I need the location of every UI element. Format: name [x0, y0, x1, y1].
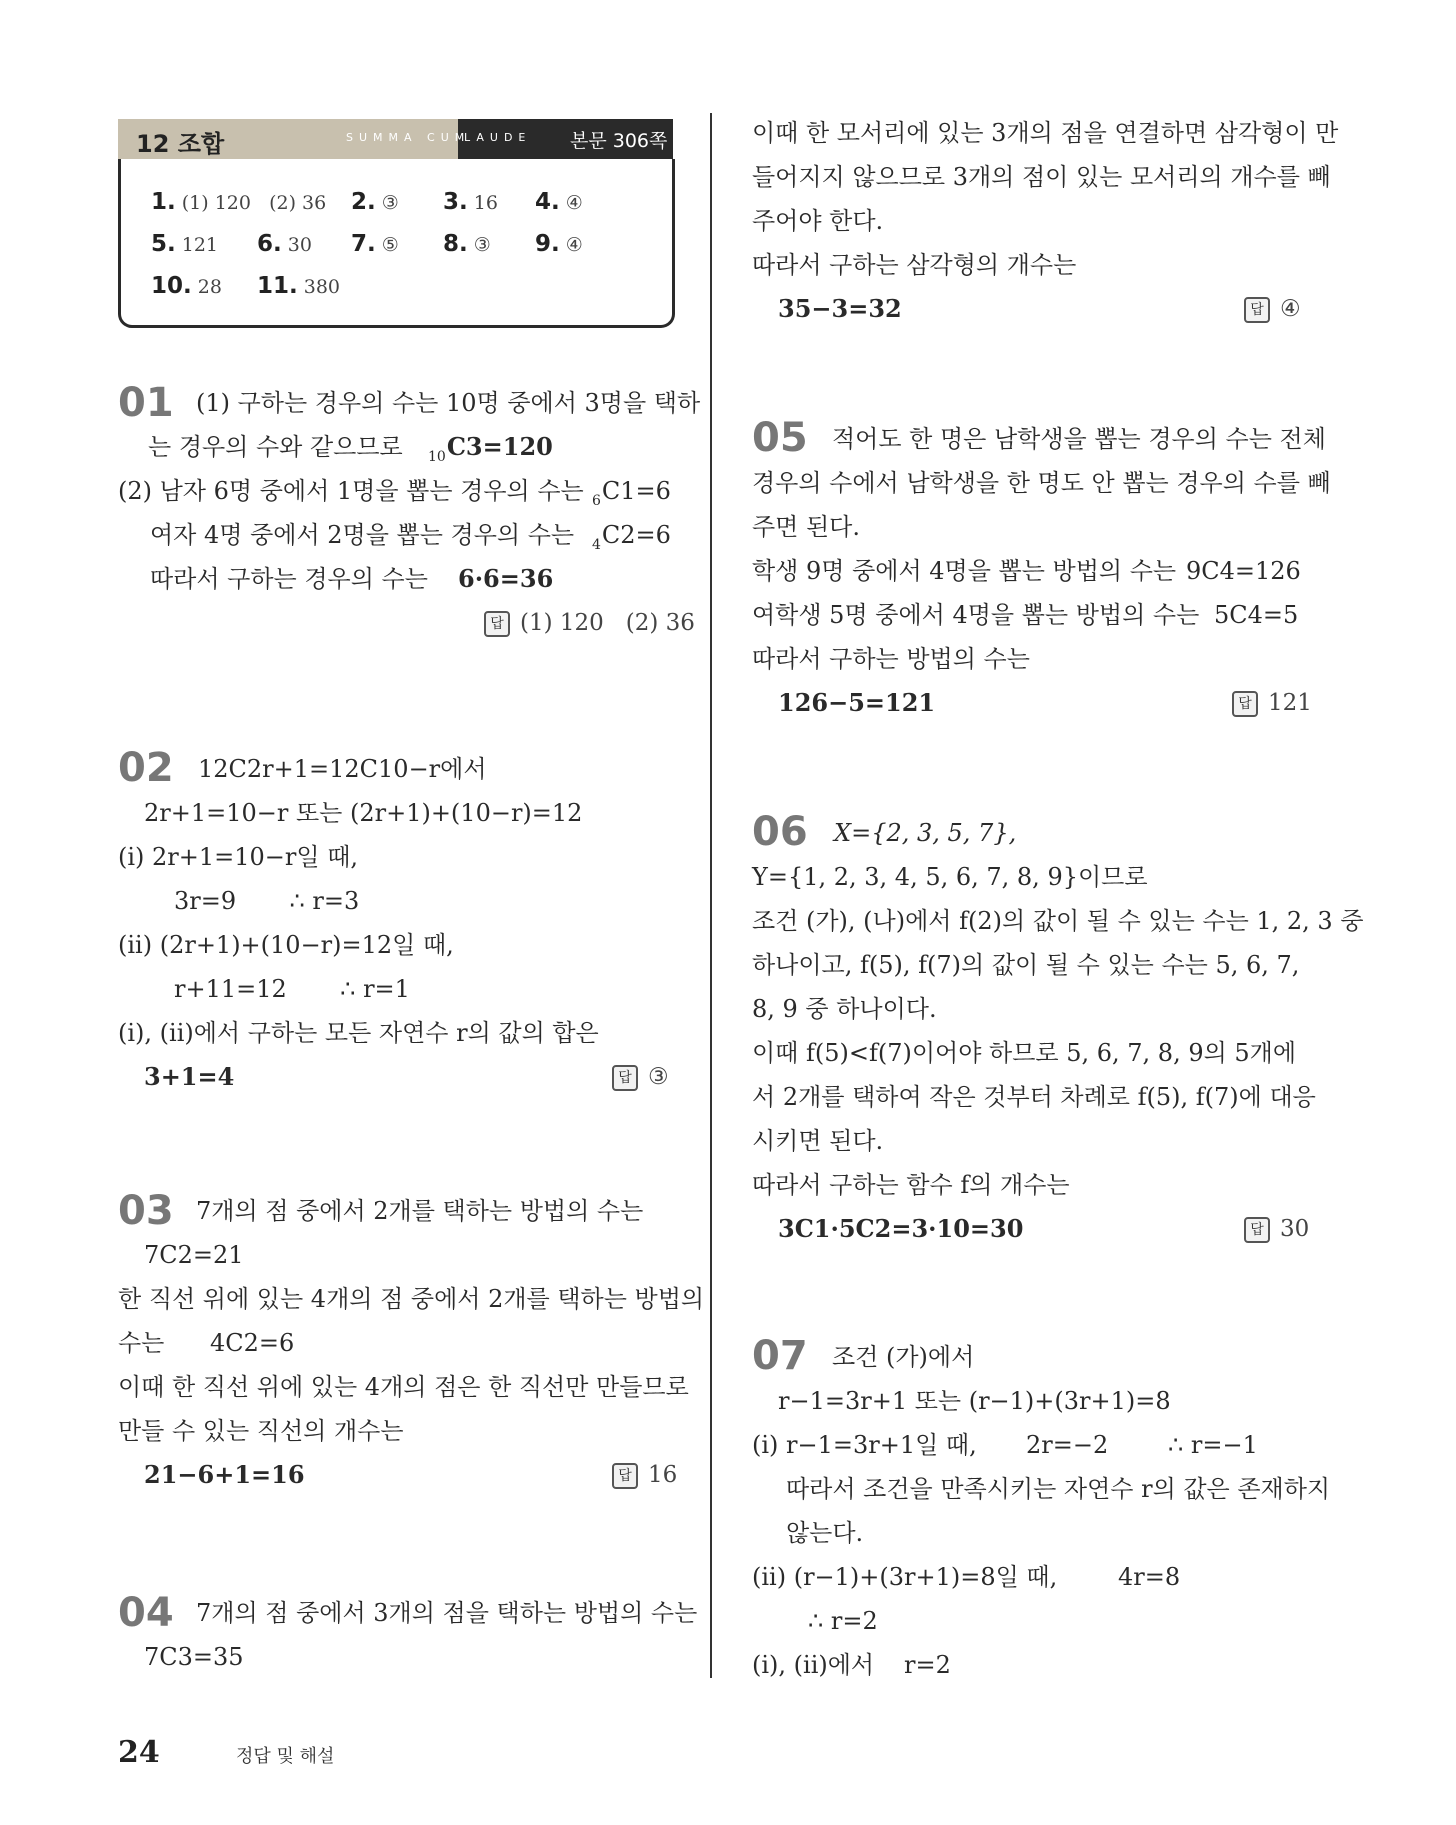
- solution-line: 따라서 구하는 경우의 수는: [150, 565, 428, 593]
- answer-icon: 답: [612, 1065, 638, 1091]
- solution-line: 여자 4명 중에서 2명을 뽑는 경우의 수는: [150, 521, 575, 549]
- solution-line: (i) 2r+1=10−r일 때,: [118, 843, 359, 871]
- solution-math: r=2: [904, 1651, 951, 1679]
- answer-icon: 답: [1232, 691, 1258, 717]
- solution-line: (1) 구하는 경우의 수는 10명 중에서 3명을 택하: [196, 389, 701, 417]
- solution-math: 2r=−2: [1026, 1431, 1109, 1459]
- summary-answer: 7. ⑤: [351, 231, 399, 257]
- solution-line: (i) r−1=3r+1일 때,: [752, 1431, 977, 1459]
- solution-line: (i), (ii)에서 구하는 모든 자연수 r의 값의 합은: [118, 1019, 599, 1047]
- problem-number-04: 04: [118, 1590, 174, 1636]
- final-answer: 답 ④: [1244, 294, 1301, 324]
- solution-math: 3C1·5C2=3·10=30: [778, 1214, 1024, 1243]
- solution-line: 조건 (가)에서: [832, 1343, 975, 1371]
- answer-icon: 답: [1244, 297, 1270, 323]
- solution-math: ∴ r=2: [808, 1607, 878, 1635]
- brand-text-right: LAUDE: [464, 131, 532, 144]
- solution-line: 이때 한 직선 위에 있는 4개의 점은 한 직선만 만들므로: [118, 1373, 689, 1401]
- solution-line: 이때 f(5)<f(7)이어야 하므로 5, 6, 7, 8, 9의 5개에: [752, 1039, 1297, 1067]
- solution-math: 21−6+1=16: [144, 1460, 305, 1489]
- solution-math: $_6$C1=6: [592, 477, 671, 509]
- solution-math: 6·6=36: [458, 564, 554, 593]
- solution-line: 2r+1=10−r 또는 (2r+1)+(10−r)=12: [144, 799, 583, 827]
- summary-answer: 5. 121: [151, 231, 219, 257]
- summary-header: [118, 119, 673, 159]
- solution-line: 한 직선 위에 있는 4개의 점 중에서 2개를 택하는 방법의: [118, 1285, 705, 1313]
- solution-math: 9C4=126: [1186, 557, 1301, 585]
- summary-answer: 4. ④: [535, 189, 583, 215]
- page-number: 24: [118, 1735, 160, 1770]
- solution-math: ∴ r=−1: [1168, 1431, 1258, 1459]
- solution-line: r+11=12 ∴ r=1: [174, 975, 410, 1003]
- solution-line: 서 2개를 택하여 작은 것부터 차례로 f(5), f(7)에 대응: [752, 1083, 1316, 1111]
- solution-line: 따라서 구하는 방법의 수는: [752, 645, 1030, 673]
- solution-line: 주어야 한다.: [752, 207, 884, 235]
- solution-line: X={2, 3, 5, 7},: [834, 819, 1017, 847]
- problem-number-06: 06: [752, 809, 808, 855]
- problem-number-03: 03: [118, 1188, 174, 1234]
- solution-line: 는 경우의 수와 같으므로: [148, 433, 403, 461]
- solution-line: 12C2r+1=12C10−r에서: [198, 755, 487, 783]
- solution-math: 35−3=32: [778, 294, 902, 323]
- solution-math: 4r=8: [1118, 1563, 1181, 1591]
- solution-math: $_4$C2=6: [592, 521, 671, 553]
- summary-answer: 6. 30: [257, 231, 312, 257]
- solution-line: Y={1, 2, 3, 4, 5, 6, 7, 8, 9}이므로: [752, 863, 1148, 891]
- solution-line: 수는: [118, 1329, 165, 1357]
- problem-number-05: 05: [752, 415, 808, 461]
- final-answer: 답 16: [612, 1460, 677, 1490]
- final-answer: 답 (1) 120 (2) 36: [484, 608, 695, 638]
- problem-number-07: 07: [752, 1333, 808, 1379]
- solution-line: 하나이고, f(5), f(7)의 값이 될 수 있는 수는 5, 6, 7,: [752, 951, 1300, 979]
- summary-answer: 10. 28: [151, 273, 222, 299]
- problem-number-02: 02: [118, 745, 174, 791]
- solution-line: 따라서 구하는 삼각형의 개수는: [752, 251, 1077, 279]
- answer-icon: 답: [1244, 1217, 1270, 1243]
- brand-text-left: SUMMA CUM: [346, 131, 471, 144]
- solution-math: 4C2=6: [210, 1329, 295, 1357]
- final-answer: 답 121: [1232, 688, 1312, 718]
- solution-line: 시키면 된다.: [752, 1127, 884, 1155]
- solution-line: 조건 (가), (나)에서 f(2)의 값이 될 수 있는 수는 1, 2, 3 중: [752, 907, 1364, 935]
- solution-line: 3r=9 ∴ r=3: [174, 887, 360, 915]
- answer-summary-box: [118, 119, 673, 329]
- summary-answer: 8. ③: [443, 231, 491, 257]
- solution-math: $_{10}$C3=120: [428, 432, 553, 465]
- summary-answer: 2. ③: [351, 189, 399, 215]
- solution-line: 경우의 수에서 남학생을 한 명도 안 뽑는 경우의 수를 빼: [752, 469, 1331, 497]
- solution-line: 8, 9 중 하나이다.: [752, 995, 937, 1023]
- solution-line: 들어지지 않으므로 3개의 점이 있는 모서리의 개수를 빼: [752, 163, 1331, 191]
- solution-math: 5C4=5: [1214, 601, 1299, 629]
- summary-answer: 3. 16: [443, 189, 498, 215]
- final-answer: 답 ③: [612, 1062, 669, 1092]
- summary-answer: 11. 380: [257, 273, 341, 299]
- summary-answer: 9. ④: [535, 231, 583, 257]
- summary-answer: 1. (1) 120 (2) 36: [151, 189, 327, 215]
- chapter-title: 12 조합: [136, 130, 225, 158]
- solution-line: (ii) (2r+1)+(10−r)=12일 때,: [118, 931, 454, 959]
- solution-line: 않는다.: [786, 1519, 864, 1547]
- solution-line: (ii) (r−1)+(3r+1)=8일 때,: [752, 1563, 1058, 1591]
- solution-line: 7개의 점 중에서 2개를 택하는 방법의 수는: [196, 1197, 644, 1225]
- solution-line: 주면 된다.: [752, 513, 860, 541]
- solution-line: 학생 9명 중에서 4명을 뽑는 방법의 수는: [752, 557, 1177, 585]
- solution-line: 여학생 5명 중에서 4명을 뽑는 방법의 수는: [752, 601, 1200, 629]
- solution-line: 7개의 점 중에서 3개의 점을 택하는 방법의 수는: [196, 1599, 698, 1627]
- solution-line: 만들 수 있는 직선의 개수는: [118, 1417, 404, 1445]
- solution-line: 이때 한 모서리에 있는 3개의 점을 연결하면 삼각형이 만: [752, 119, 1339, 147]
- solution-math: 3+1=4: [144, 1062, 235, 1091]
- solution-math: 7C2=21: [144, 1241, 244, 1269]
- problem-number-01: 01: [118, 380, 174, 426]
- solution-line: r−1=3r+1 또는 (r−1)+(3r+1)=8: [778, 1387, 1171, 1415]
- page-reference: 본문 306쪽: [570, 130, 668, 152]
- answer-icon: 답: [484, 611, 510, 637]
- solution-math: 7C3=35: [144, 1643, 244, 1671]
- page-footer-label: 정답 및 해설: [236, 1746, 335, 1767]
- solution-line: 따라서 구하는 함수 f의 개수는: [752, 1171, 1070, 1199]
- final-answer: 답 30: [1244, 1214, 1309, 1244]
- solution-line: 따라서 조건을 만족시키는 자연수 r의 값은 존재하지: [786, 1475, 1331, 1503]
- solution-line: 적어도 한 명은 남학생을 뽑는 경우의 수는 전체: [832, 425, 1326, 453]
- column-divider: [710, 113, 712, 1678]
- solution-line: (2) 남자 6명 중에서 1명을 뽑는 경우의 수는: [118, 477, 584, 505]
- solution-math: 126−5=121: [778, 688, 936, 717]
- summary-answers: [118, 159, 675, 328]
- solution-line: (i), (ii)에서: [752, 1651, 875, 1679]
- answer-icon: 답: [612, 1463, 638, 1489]
